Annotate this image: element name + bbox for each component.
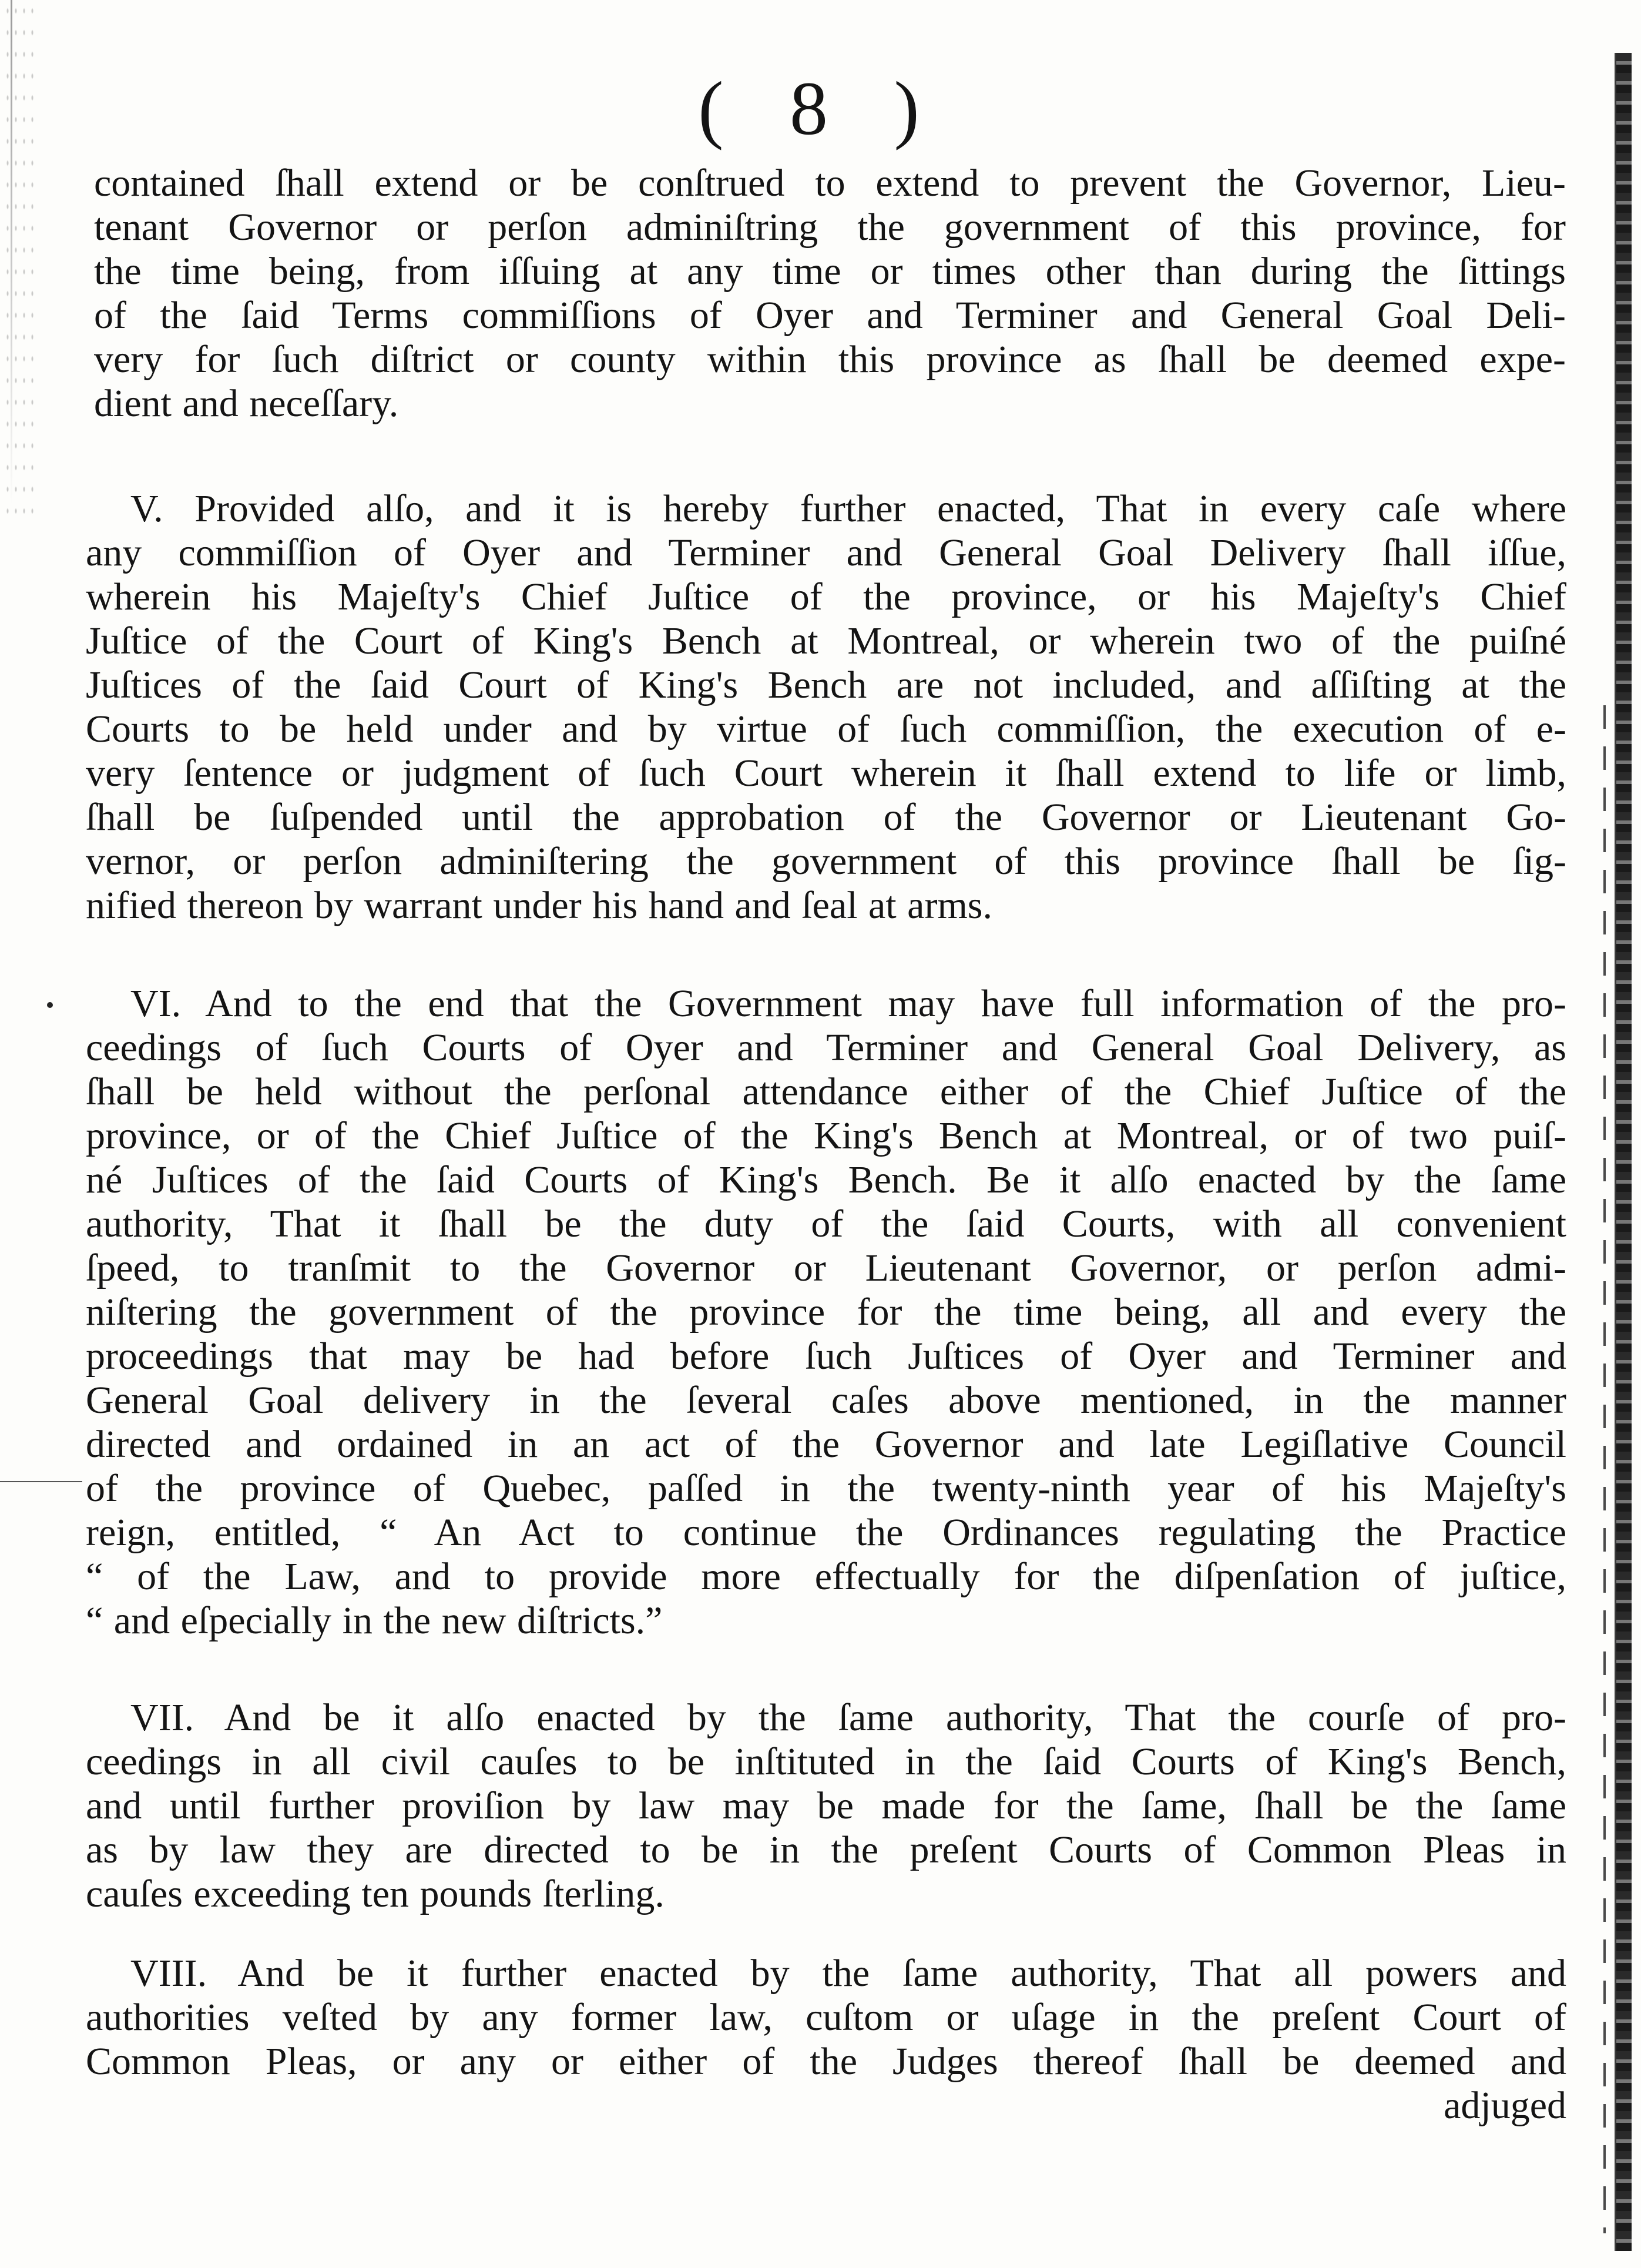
- text-line: reign, entitled, “ An Act to continue the Ordinances regulating the Practice: [86, 1511, 1566, 1554]
- text-line: Juſtices of the ſaid Court of King's Bench are not included, and aſſiſting at the: [86, 664, 1566, 706]
- text-line: wherein his Majeſty's Chief Juſtice of the province, or his Majeſty's Chief: [86, 575, 1566, 618]
- text-line: VI. And to the end that the Government may have full information of the pro-: [130, 982, 1566, 1025]
- text-line: VIII. And be it further enacted by the ſame authority, That all powers and: [130, 1952, 1566, 1995]
- text-line: ſhall be held without the perſonal attendance either of the Chief Juſtice of the: [86, 1070, 1566, 1113]
- text-line: Juſtice of the Court of King's Bench at Montreal, or wherein two of the puiſné: [86, 619, 1566, 662]
- text-line: directed and ordained in an act of the Governor and late Legiſlative Council: [86, 1423, 1566, 1466]
- text-line: nified thereon by warrant under his hand and ſeal at arms.: [86, 884, 992, 927]
- right-page-shadow: [1603, 705, 1606, 2233]
- text-line: ceedings of ſuch Courts of Oyer and Terminer and General Goal Delivery, as: [86, 1026, 1566, 1069]
- text-line: né Juſtices of the ſaid Courts of King's Bench. Be it alſo enacted by the ſame: [86, 1158, 1566, 1201]
- catchword: adjuged: [1444, 2084, 1566, 2127]
- text-line: VII. And be it alſo enacted by the ſame authority, That the courſe of pro-: [130, 1696, 1566, 1739]
- margin-dot: [47, 1002, 53, 1008]
- text-line: as by law they are directed to be in the preſent Courts of Common Pleas in: [86, 1828, 1566, 1871]
- text-line: ceedings in all civil cauſes to be inſtituted in the ſaid Courts of King's Bench,: [86, 1740, 1566, 1783]
- text-line: province, or of the Chief Juſtice of the King's Bench at Montreal, or of two puiſ-: [86, 1114, 1566, 1157]
- text-line: Common Pleas, or any or either of the Judges thereof ſhall be deemed and: [86, 2040, 1566, 2083]
- text-line: cauſes exceeding ten pounds ſterling.: [86, 1872, 665, 1915]
- text-line: niſtering the government of the province for the time being, all and every the: [86, 1291, 1566, 1334]
- text-line: General Goal delivery in the ſeveral caſes above mentioned, in the manner: [86, 1379, 1566, 1422]
- text-line: vernor, or perſon adminiſtering the government of this province ſhall be ſig-: [86, 840, 1566, 883]
- text-line: and until further proviſion by law may be made for the ſame, ſhall be the ſame: [86, 1784, 1566, 1827]
- text-line: authority, That it ſhall be the duty of the ſaid Courts, with all convenient: [86, 1202, 1566, 1245]
- text-line: tenant Governor or perſon adminiſtring the government of this province, for: [94, 206, 1566, 249]
- page-number: ( 8 ): [698, 66, 943, 151]
- text-line: “ and eſpecially in the new diſtricts.”: [86, 1599, 663, 1642]
- text-line: authorities veſted by any former law, cuſtom or uſage in the preſent Court of: [86, 1996, 1566, 2039]
- paragraph-section-vi: [86, 981, 1566, 1643]
- text-line: V. Provided alſo, and it is hereby further enacted, That in every caſe where: [130, 487, 1566, 530]
- text-line: of the ſaid Terms commiſſions of Oyer and Terminer and General Goal Deli-: [94, 294, 1566, 337]
- margin-pencil-mark: [0, 1481, 82, 1482]
- paragraph-section-v: [86, 487, 1566, 927]
- text-line: the time being, from iſſuing at any time or times other than during the ſittings: [94, 250, 1566, 293]
- text-line: very for ſuch diſtrict or county within this province as ſhall be deemed expe-: [94, 338, 1566, 381]
- text-line: Courts to be held under and by virtue of ſuch commiſſion, the execution of e-: [86, 708, 1566, 751]
- text-line: very ſentence or judgment of ſuch Court wherein it ſhall extend to life or limb,: [86, 752, 1566, 795]
- right-page-edge: [1615, 53, 1632, 2251]
- text-line: ſhall be ſuſpended until the approbation of the Governor or Lieutenant Go-: [86, 796, 1566, 839]
- text-line: dient and neceſſary.: [94, 382, 399, 425]
- text-line: any commiſſion of Oyer and Terminer and General Goal Delivery ſhall iſſue,: [86, 531, 1566, 574]
- text-line: ſpeed, to tranſmit to the Governor or Lieutenant Governor, or perſon admi-: [86, 1247, 1566, 1289]
- paragraph-intro: [94, 161, 1566, 426]
- text-line: proceedings that may be had before ſuch Juſtices of Oyer and Terminer and: [86, 1335, 1566, 1378]
- text-line: of the province of Quebec, paſſed in the twenty-ninth year of his Majeſty's: [86, 1467, 1566, 1510]
- paragraph-section-vii: [86, 1696, 1566, 1916]
- paragraph-section-viii: [86, 1951, 1566, 2128]
- text-line: contained ſhall extend or be conſtrued to extend to prevent the Governor, Lieu-: [94, 162, 1566, 205]
- text-line: “ of the Law, and to provide more effectually for the diſpenſation of juſtice,: [86, 1555, 1566, 1598]
